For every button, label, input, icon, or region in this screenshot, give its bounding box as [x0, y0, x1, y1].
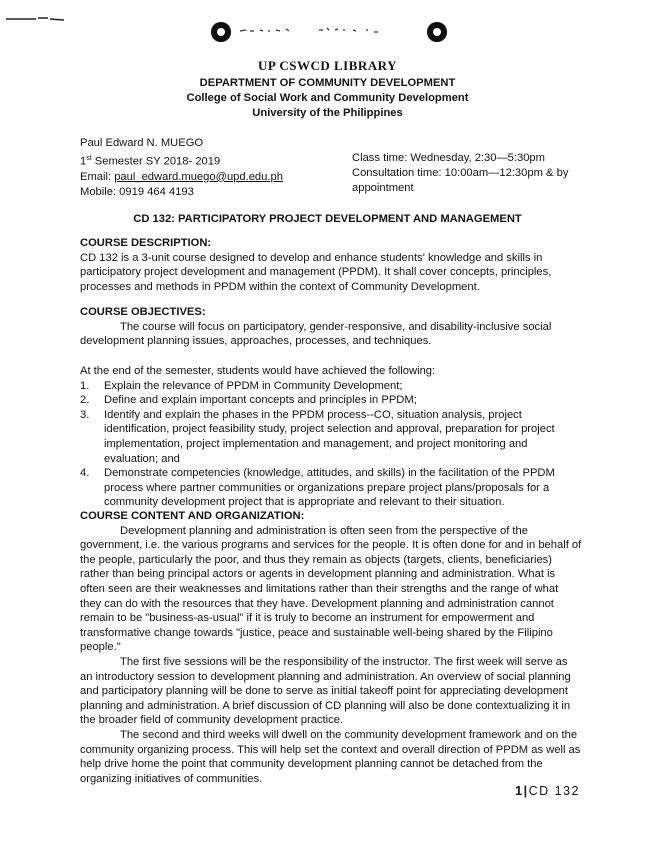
department-name: DEPARTMENT OF COMMUNITY DEVELOPMENT	[199, 77, 456, 89]
section-heading: COURSE OBJECTIVES:	[80, 306, 206, 318]
library-title: UP CSWCD LIBRARY	[257, 58, 397, 73]
description-text: CD 132 is a 3-unit course designed to develop and enhance students' knowledge and skills in participatory project development and management (PPDM). It shall cover concepts, principles, processes and methods in PPDM within the context of Community Development.	[80, 251, 552, 293]
class-time: Class time: Wednesday, 2:30—5:30pm	[352, 152, 545, 164]
content-paragraph: The second and third weeks will dwell on the community development framework and on the community organizing process. This will help set the context and overall direction of PPDM as well as help drive home the point that community development planning cannot be detached from the organizing initiatives of communities.	[80, 728, 581, 785]
footer-course: CD 132	[528, 784, 580, 798]
mobile: Mobile: 0919 464 4193	[80, 185, 194, 198]
page-footer: 1|CD 132	[515, 784, 580, 798]
objectives-text: The course will focus on participatory, gender-responsive, and disability-inclusive social development planning issues, approaches, processes, and techniques.	[80, 320, 552, 348]
schedule-info	[352, 151, 592, 196]
course-description-section	[80, 236, 582, 294]
page-number: 1	[515, 784, 524, 798]
objectives-list-section	[80, 364, 582, 510]
list-item: 4. Demonstrate competencies (knowledge, attitudes, and skills) in the facilitation of the PPDM process where partner communities or organizations prepare project plans/proposals for a community development project that is appropriate and relevant to their situation.	[80, 467, 555, 509]
email-line: Email: paul_edward.muego@upd.edu.ph	[80, 170, 283, 183]
college-name: College of Social Work and Community Development	[186, 92, 469, 104]
stamp-scribble	[218, 24, 438, 38]
course-content-section	[80, 509, 582, 786]
content-paragraph: Development planning and administration is often seen from the perspective of the government, i.e. the various programs and services for the people. It is often done for and in behalf of the people, particularly the poor, and thus they remain as objects (targets, clients, beneficiaries) rather than being principal actors or agents in development planning and administration. What is often seen are their weaknesses and limitations rather than their strengths and the range of what they can do with the resources that they have. Development planning and administration cannot remain to be "business-as-usual" if it is truly to become an instrument for empowerment and transformative change towards "justice, peace and sustainable well-being shared by the Filipino people."	[80, 524, 582, 654]
course-title: CD 132: PARTICIPATORY PROJECT DEVELOPMENT AND MANAGEMENT	[133, 213, 522, 225]
course-objectives-section	[80, 305, 582, 349]
list-item: 3. Identify and explain the phases in the PPDM process--CO, situation analysis, project identification, project feasibility study, project selection and approval, preparation for project implementation, project implementation and management, and project monitoring and evaluation; and	[80, 408, 555, 465]
section-heading: COURSE DESCRIPTION:	[80, 237, 212, 249]
content-paragraph: The first five sessions will be the responsibility of the instructor. The first week will serve as an introductory session to development planning and administration. An overview of social planning and participatory planning will be done to serve as initial takeoff point for appreciating development planning and administration. A brief discussion of CD planning will also be done contextualizing it in the broader field of community development practice.	[80, 655, 571, 727]
list-item: 2. Define and explain important concepts and principles in PPDM;	[80, 394, 417, 407]
instructor-info	[80, 136, 350, 200]
email-link[interactable]: paul_edward.muego@upd.edu.ph	[114, 170, 283, 183]
section-heading: COURSE CONTENT AND ORGANIZATION:	[80, 510, 305, 522]
instructor-name: Paul Edward N. MUEGO	[80, 137, 204, 149]
consultation-time: Consultation time: 10:00am—12:30pm & by appointment	[352, 167, 569, 194]
seal-icon	[427, 22, 447, 42]
objectives-list	[80, 379, 582, 510]
semester: 1st Semester SY 2018- 2019	[80, 155, 221, 168]
scan-artifact	[6, 16, 66, 22]
list-item: 1. Explain the relevance of PPDM in Community Development;	[80, 379, 403, 392]
objectives-intro: At the end of the semester, students would have achieved the following:	[80, 365, 436, 377]
university-name: University of the Philippines	[252, 107, 403, 119]
